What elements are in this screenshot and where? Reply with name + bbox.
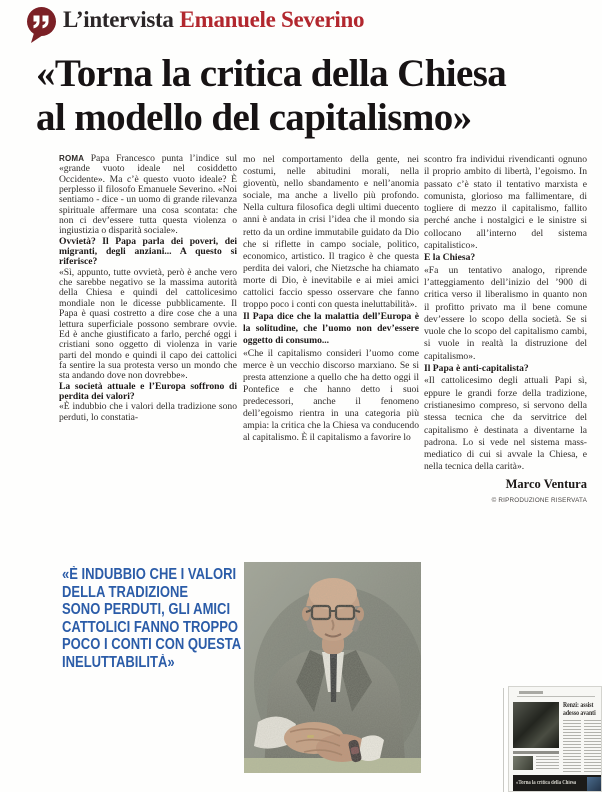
headline-line-2: al modello del capitalismo» xyxy=(36,96,472,139)
side-column-rule xyxy=(503,688,504,792)
interview-question: E la Chiesa? xyxy=(424,252,476,264)
article-paragraph: «Il cattolicesimo degli attuali Papi sì, eppure le grandi forze della tradizione, cristianesimo compreso, si servono della stessa tecnica che da servitrice del capitalismo è destinata a diventarne la padrona. Lo si vede nel sistema mass-mediatico di cui si avvale la Chiesa, e nella tecnica della carità». xyxy=(424,375,587,473)
article-paragraph: «Sì, appunto, tutte ovvietà, però è anche vero che sarebbe negativo se la massima autorità della Chiesa e quindi del cattolicesimo mondiale non le dicesse pubblicamente. Il Papa è quasi costretto a dire cose che a una lettura superficiale possono sembrare ovvie. Ed è anche giustificato a farlo, perché oggi i cristiani sono oggetto di violenza in varie parti del mondo e quindi il capo dei cattolici fa sentire la sua protesta verso un mondo che sta andando dove non dovrebbe». xyxy=(59,266,237,382)
thumbnail-headline-line-2: adesso avanti xyxy=(563,708,596,717)
interview-question: Il Papa dice che la malattia dell’Europa è la solitudine, che l’uomo non dev’essere oggetto di consumo... xyxy=(243,311,419,347)
article-paragraph: «Che il capitalismo consideri l’uomo come merce è un vecchio discorso marxiano. Se si presta attenzione a quello che ha detto oggi il Pontefice e che hanno detto i suoi predecessori, anche il fenomeno dell’egoismo rientra in una categoria più ampia: la critica che la Chiesa va conducendo al capitalismo. È il capitalismo a favorire lo xyxy=(243,347,419,444)
article-column-3 xyxy=(424,154,587,507)
article-column-2 xyxy=(243,154,419,444)
pull-quote-line: DELLA TRADIZIONE xyxy=(62,583,189,601)
thumbnail-footer-banner xyxy=(513,775,602,792)
thumbnail-headline xyxy=(563,702,602,717)
article-paragraph: mo nel comportamento della gente, nei costumi, nelle abitudini morali, nella gioventù, nello sbandamento e nell’anomia sociale, ma anche a livello più profondo. Nella cultura filosofica degli ultimi duecento anni è andata in crisi l’idea che il mondo sia retto da un ordine immutabile guidato da Dio che si riflette in campo sociale, politico, economico, artistico. Il tragico è che questa perdita dei valori, che Nietzsche ha chiamato morte di Dio, è inevitabile e ai miei amici cattolici faccio spesso osservare che fanno troppo poco i conti con questa ineluttabilità». xyxy=(243,154,419,311)
newspaper-page-thumbnail xyxy=(508,686,602,792)
interview-question: Ovvietà? Il Papa parla dei poveri, dei migranti, degli anziani... A questo si riferisce? xyxy=(59,235,237,268)
severino-portrait-photo xyxy=(244,562,421,773)
pull-quote-line: «È INDUBBIO CHE I VALORI xyxy=(62,566,237,583)
thumbnail-headline-line-1: Renzi: assist xyxy=(563,701,594,709)
kicker-subject: Emanuele Severino xyxy=(179,7,365,32)
pull-quote-line: POCO I CONTI CON QUESTA xyxy=(62,636,242,654)
thumbnail-photo xyxy=(513,702,559,748)
thumbnail-text-column xyxy=(536,756,559,770)
thumbnail-header-rule xyxy=(517,692,595,697)
thumbnail-caption-image xyxy=(513,756,533,770)
thumbnail-footer-image xyxy=(587,777,601,791)
interview-question: La società attuale e l’Europa soffrono di perdita dei valori? xyxy=(59,380,237,402)
thumbnail-footer-headline: «Torna la critica della Chiesa xyxy=(516,780,577,786)
article-headline xyxy=(36,52,596,140)
article-paragraph: «È indubbio che i valori della tradizione sono perduti, lo constatia- xyxy=(59,401,237,423)
headline-line-1: «Torna la critica della Chiesa xyxy=(36,52,507,95)
thumbnail-text-column xyxy=(563,720,581,772)
article-paragraph: «Fa un tentativo analogo, riprende l’atteggiamento dell’inizio del ’900 di critica verso il liberalismo in quanto non il profitto privato ma il bene comune dev’essere lo scopo della società. Se si vuole che lo scopo del capitalismo cambi, si vuole in realtà la distruzione del capitalismo». xyxy=(424,264,587,362)
dateline: ROMA xyxy=(59,154,91,163)
article-paragraph: ROMA Papa Francesco punta l’indice sul «grande vuoto ideale nel cosiddetto Occidente». Ma c’è questo vuoto ideale? È perplesso il filosofo Emanuele Severino. «Noi sentiamo - dice - un uomo di grande rilevanza spirituale affermare una cosa scontata: che non ci dev’essere tutta questa violenza o ingiustizia o disparità sociale». xyxy=(59,153,237,237)
thumbnail-text-column xyxy=(584,720,602,772)
kicker-label: L’intervista xyxy=(63,7,174,32)
pull-quote-line: INELUTTABILITÀ» xyxy=(62,653,175,671)
quote-bubble-icon xyxy=(25,6,59,44)
pull-quote-line: SONO PERDUTI, GLI AMICI xyxy=(62,601,231,619)
article-column-1 xyxy=(59,154,237,423)
copyright-notice: © RIPRODUZIONE RISERVATA xyxy=(491,497,587,505)
pull-quote xyxy=(62,566,247,672)
thumbnail-caption-rule xyxy=(513,751,559,754)
pull-quote-line: CATTOLICI FANNO TROPPO xyxy=(62,618,239,636)
article-paragraph: scontro fra individui rivendicanti ognuno il proprio ambito di libertà, l’egoismo. In passato c’è stato il tentativo marxista e comunista, glorioso ma fallimentare, di togliere di mezzo il capitalismo, fallito perché anche i nostalgici e le sinistre si collocano all’interno del sistema capitalistico». xyxy=(424,154,587,252)
interview-question: Il Papa è anti-capitalista? xyxy=(424,363,529,375)
byline: Marco Ventura xyxy=(505,476,587,491)
